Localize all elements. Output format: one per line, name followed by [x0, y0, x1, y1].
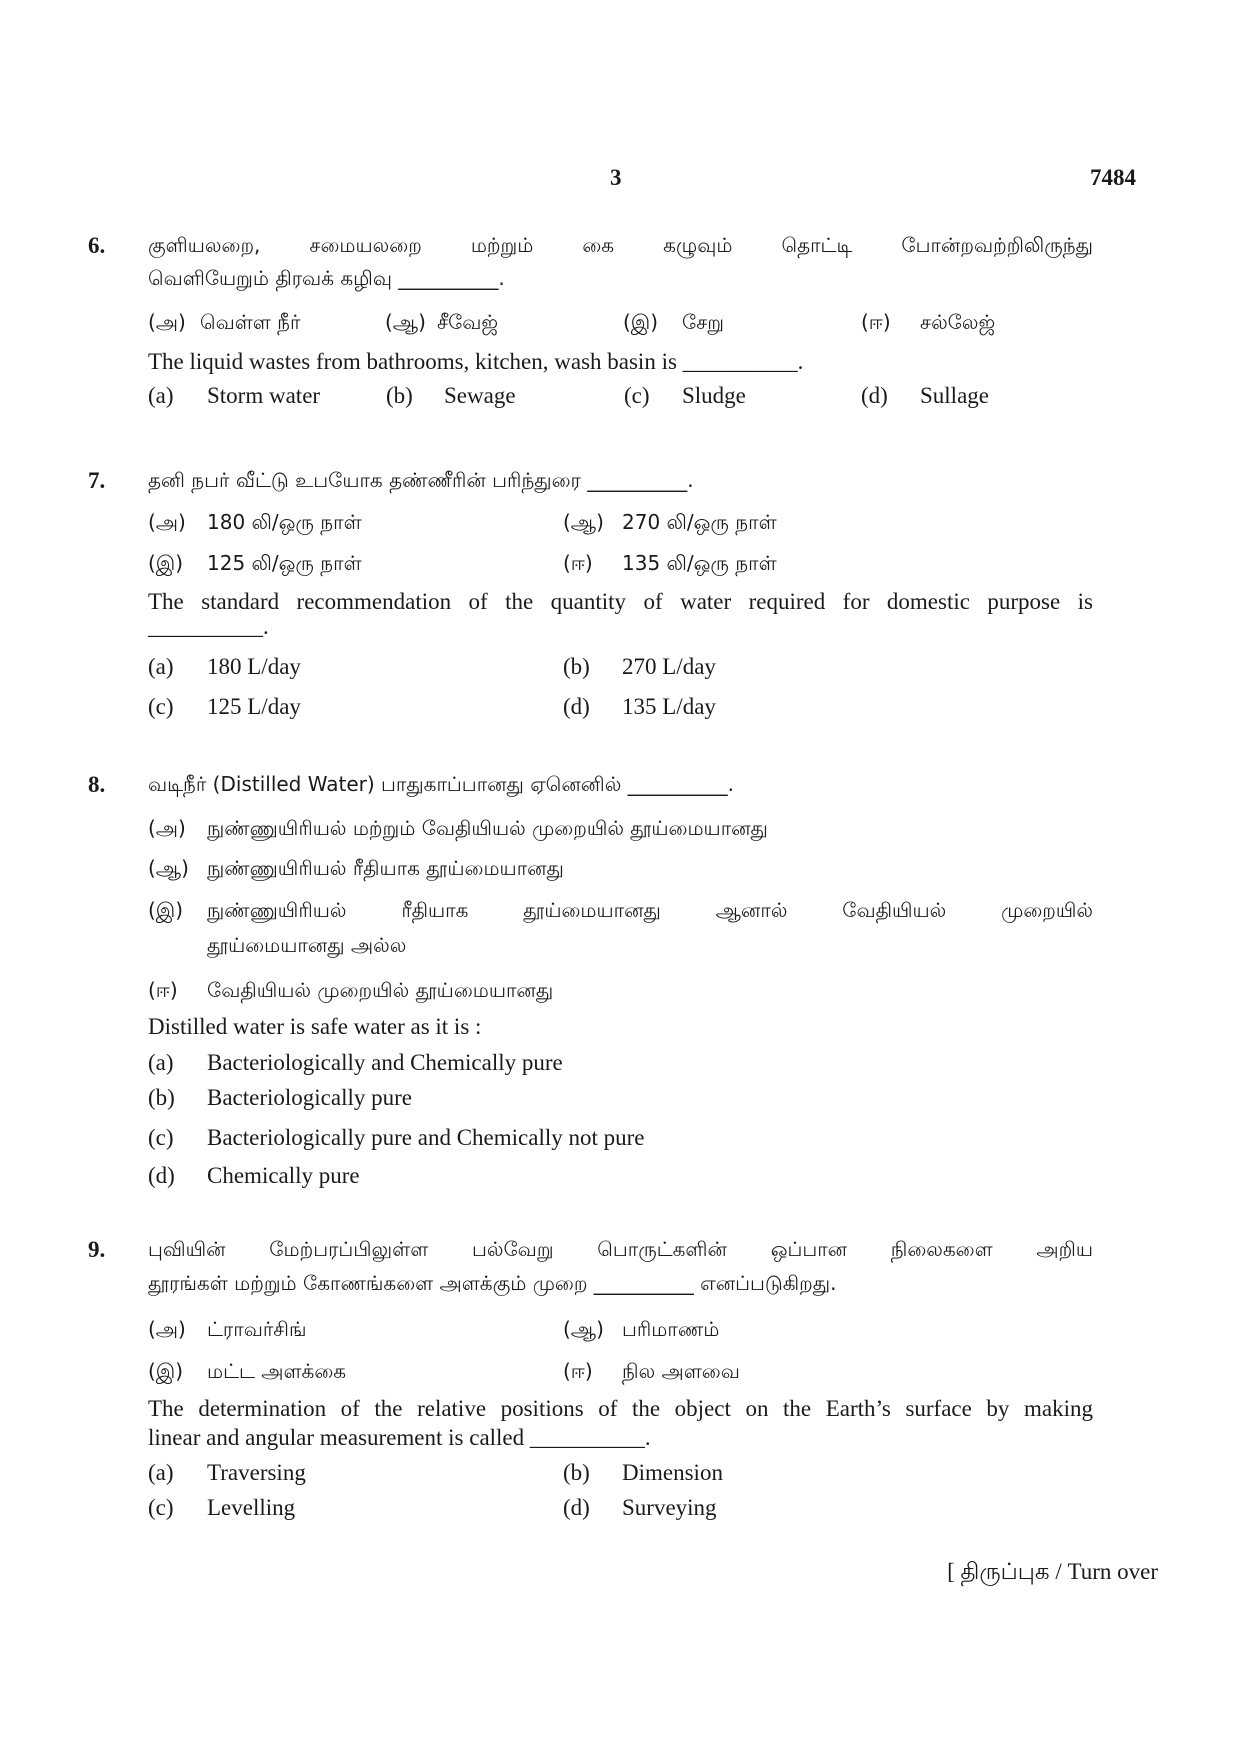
option-label: (ஆ): [385, 310, 426, 334]
page-number: 3: [610, 165, 622, 190]
option-text: Bacteriologically pure: [207, 1085, 413, 1110]
option-label: (இ): [148, 551, 184, 575]
option-label: (c): [148, 1125, 174, 1150]
option-label: (ஆ): [563, 1317, 604, 1341]
option-label: (ஈ): [148, 978, 178, 1002]
option-text: 180 L/day: [207, 654, 301, 679]
question-tamil-line: வெளியேறும் திரவக் கழிவு __________.: [148, 266, 505, 290]
option-label: (ஆ): [563, 510, 604, 534]
option-label: (d): [148, 1163, 175, 1188]
option-label: (இ): [148, 898, 184, 922]
option-text: Sewage: [444, 383, 516, 408]
option-label: (d): [563, 694, 590, 719]
option-label: (ஈ): [563, 551, 593, 575]
option-text: 125 லி/ஒரு நாள்: [207, 551, 362, 575]
option-label: (ஈ): [563, 1359, 593, 1383]
option-text: Bacteriologically and Chemically pure: [207, 1050, 563, 1075]
option-text: Traversing: [207, 1460, 306, 1485]
option-text: நுண்ணுயிரியல் மற்றும் வேதியியல் முறையில் தூய்மையானது: [207, 816, 768, 840]
question-number: 6.: [88, 233, 106, 258]
option-label: (a): [148, 654, 174, 679]
option-text: Sullage: [920, 383, 989, 408]
option-label: (a): [148, 1460, 174, 1485]
question-tamil-stem: தனி நபர் வீட்டு உபயோக தண்ணீரின் பரிந்துரை __________.: [148, 468, 694, 492]
option-text: 270 லி/ஒரு நாள்: [622, 510, 777, 534]
option-label: (a): [148, 1050, 174, 1075]
option-text: நில அளவை: [622, 1359, 740, 1383]
option-label: (c): [624, 383, 650, 408]
question-tamil-line: குளியலறை, சமையலறை மற்றும் கை கழுவும் தொட்டி போன்றவற்றிலிருந்து: [148, 233, 1093, 257]
option-text: சேறு: [682, 310, 724, 334]
option-label: (b): [386, 383, 413, 408]
option-text: Sludge: [682, 383, 746, 408]
option-label: (அ): [148, 1317, 186, 1341]
option-text: மட்ட அளக்கை: [207, 1359, 347, 1383]
question-english-line: linear and angular measurement is called __________.: [148, 1425, 651, 1450]
option-text: 180 லி/ஒரு நாள்: [207, 510, 362, 534]
turn-over-note: [ திருப்புக / Turn over: [947, 1559, 1158, 1584]
option-label: (இ): [148, 1359, 184, 1383]
option-label: (a): [148, 383, 174, 408]
option-label: (b): [563, 654, 590, 679]
option-text: Bacteriologically pure and Chemically not pure: [207, 1125, 645, 1150]
option-text: வெள்ள நீர்: [200, 310, 301, 334]
option-label: (c): [148, 1495, 174, 1520]
option-label: (c): [148, 694, 174, 719]
option-label: (d): [563, 1495, 590, 1520]
option-text: நுண்ணுயிரியல் ரீதியாக தூய்மையானது: [207, 856, 564, 880]
question-tamil-line: தூரங்கள் மற்றும் கோணங்களை அளக்கும் முறை __________ எனப்படுகிறது.: [148, 1271, 837, 1295]
option-label: (இ): [623, 310, 659, 334]
question-number: 9.: [88, 1237, 106, 1262]
option-text: Dimension: [622, 1460, 723, 1485]
question-number: 7.: [88, 468, 106, 493]
question-english-stem: Distilled water is safe water as it is :: [148, 1014, 482, 1039]
option-text: Surveying: [622, 1495, 717, 1520]
option-text: 135 L/day: [622, 694, 716, 719]
question-english-line: __________.: [148, 614, 269, 639]
option-label: (அ): [148, 816, 186, 840]
option-text-continued: தூய்மையானது அல்ல: [207, 933, 407, 957]
option-text: 270 L/day: [622, 654, 716, 679]
option-label: (அ): [148, 310, 186, 334]
option-label: (b): [563, 1460, 590, 1485]
question-number: 8.: [88, 772, 106, 797]
option-text: சீவேஜ்: [437, 310, 499, 334]
option-label: (b): [148, 1085, 175, 1110]
option-text: Chemically pure: [207, 1163, 360, 1188]
option-label: (d): [861, 383, 888, 408]
option-label: (ஈ): [861, 310, 891, 334]
option-text: நுண்ணுயிரியல் ரீதியாக தூய்மையானது ஆனால் வேதியியல் முறையில்: [207, 898, 1093, 922]
question-tamil-line: புவியின் மேற்பரப்பிலுள்ள பல்வேறு பொருட்களின் ஒப்பான நிலைகளை அறிய: [148, 1237, 1093, 1261]
paper-code: 7484: [1090, 165, 1136, 190]
option-text: சல்லேஜ்: [920, 310, 996, 334]
option-text: ட்ராவர்சிங்: [207, 1317, 307, 1341]
option-text: பரிமாணம்: [622, 1317, 720, 1341]
question-english-line: The standard recommendation of the quantity of water required for domestic purpose is: [148, 589, 1093, 614]
option-text: வேதியியல் முறையில் தூய்மையானது: [207, 978, 554, 1002]
question-tamil-stem: வடிநீர் (Distilled Water) பாதுகாப்பானது ஏனெனில் __________.: [148, 772, 735, 796]
question-english-line: The determination of the relative positions of the object on the Earth’s surface by making: [148, 1396, 1093, 1421]
option-text: Storm water: [207, 383, 321, 408]
option-text: 135 லி/ஒரு நாள்: [622, 551, 777, 575]
question-english-stem: The liquid wastes from bathrooms, kitchen, wash basin is __________.: [148, 349, 804, 374]
option-label: (ஆ): [148, 856, 189, 880]
option-text: 125 L/day: [207, 694, 301, 719]
option-text: Levelling: [207, 1495, 296, 1520]
option-label: (அ): [148, 510, 186, 534]
